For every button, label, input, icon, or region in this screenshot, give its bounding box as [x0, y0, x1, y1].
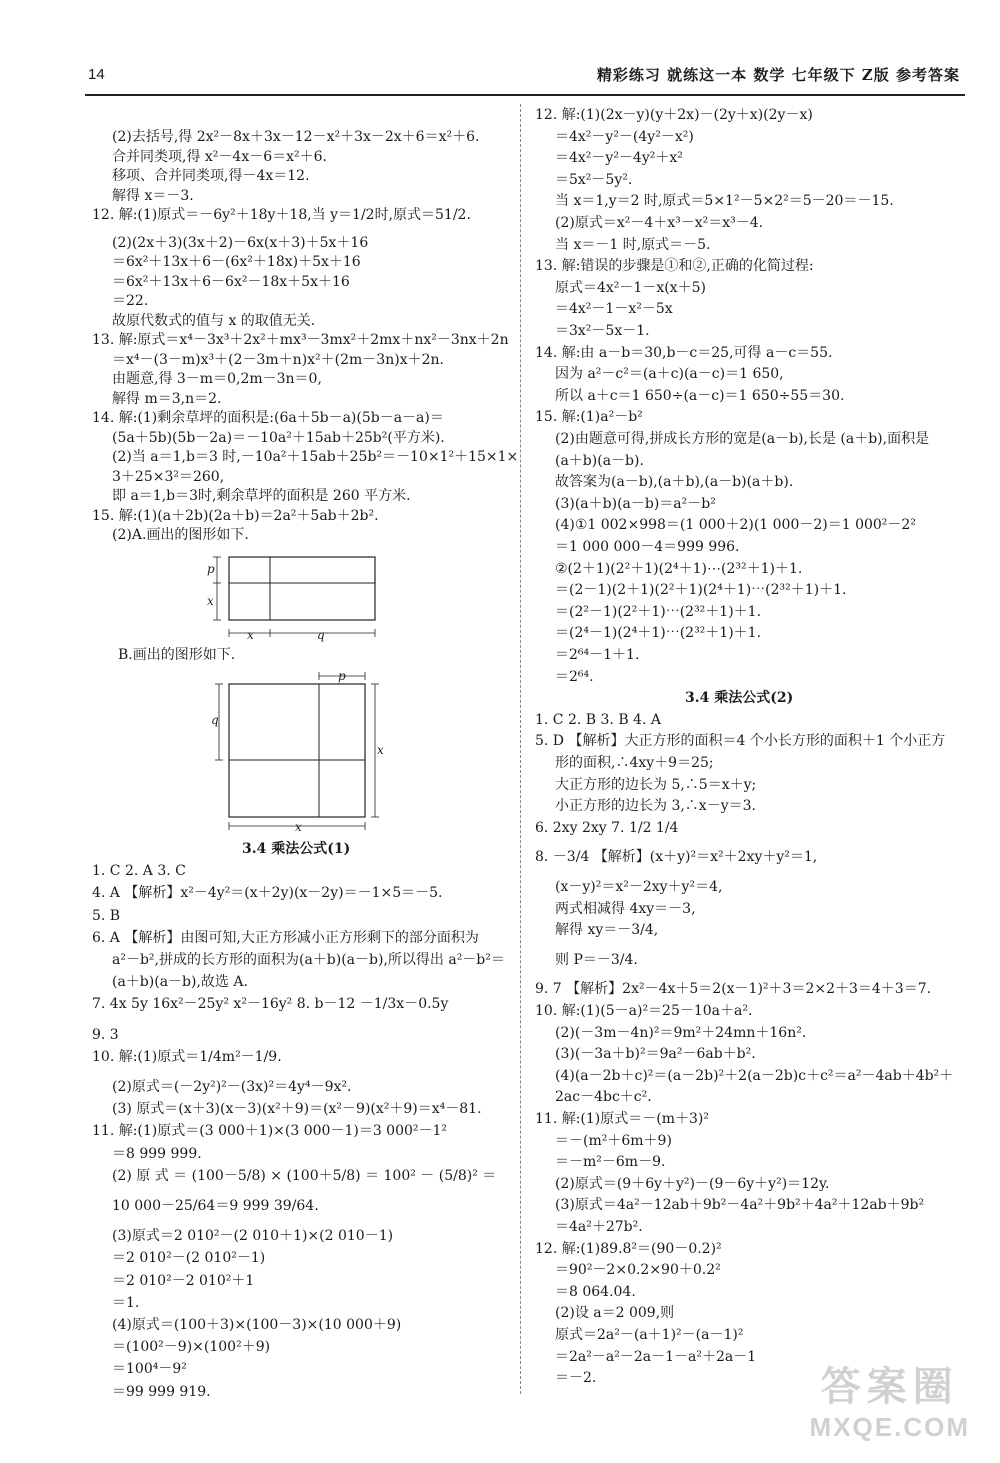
left-lines-line: ＝6x²＋13x＋6－6x²－18x＋5x＋16 — [112, 273, 350, 290]
right-lines-line: (2)由题意可得,拼成长方形的宽是(a－b),长是 (a＋b),面积是 — [555, 431, 930, 447]
left-lines-line: 解得 m＝3,n＝2. — [112, 390, 222, 407]
left-lines-c-line: (4)原式＝(100＋3)×(100－3)×(10 000＋9) — [112, 1317, 402, 1333]
left-lines-c-line: (3)原式＝2 010²－(2 010＋1)×(2 010－1) — [112, 1228, 394, 1245]
figB-q-label: q — [211, 713, 219, 727]
right-lines-line: ＝3x²－5x－1. — [555, 323, 650, 339]
right-lines-line: 则 P＝－3/4. — [555, 951, 638, 968]
right-lines-line: 6. 2xy 2xy 7. 1/2 1/4 — [535, 819, 679, 836]
left-lines-c-line: ＝100⁴－9² — [112, 1361, 187, 1378]
right-lines-line: 解得 xy＝－3/4, — [555, 922, 659, 939]
watermark — [810, 1355, 970, 1443]
left-lines-line: 12. 解:(1)原式＝－6y²＋18y＋18,当 y＝1/2时,原式＝51/2. — [92, 207, 471, 223]
right-lines-line: 大正方形的边长为 5,∴5＝x＋y; — [555, 776, 757, 793]
left-lines-line: 由题意,得 3－m＝0,2m－3n＝0, — [112, 371, 322, 387]
figure-a — [205, 555, 385, 645]
right-lines-line: ＝4x²－y²－(4y²－x²) — [555, 128, 694, 145]
left-lines-line: 移项、合并同类项,得－4x＝12. — [112, 168, 310, 184]
right-lines-line: 两式相减得 4xy＝－3, — [555, 900, 696, 917]
right-lines-line: ＝－2. — [555, 1370, 597, 1387]
left-lines-c-line: ＝1. — [112, 1294, 140, 1311]
figure-b — [205, 668, 390, 833]
right-lines-line: (2)原式＝(9＋6y＋y²)－(9－6y＋y²)＝12y. — [555, 1175, 830, 1192]
right-lines-line: 15. 解:(1)a²－b² — [535, 409, 643, 426]
left-lines-c-line: 9. 3 — [92, 1026, 119, 1043]
right-lines-line: ＝(2²－1)(2²＋1)⋯(2³²＋1)＋1. — [555, 603, 762, 620]
right-lines-line: ＝5x²－5y². — [555, 171, 633, 188]
right-lines-line: 因为 a²－c²＝(a＋c)(a－c)＝1 650, — [555, 366, 784, 383]
figA-x-label: x — [207, 594, 214, 608]
right-lines-line: ＝90²－2×0.2×90＋0.2² — [555, 1262, 721, 1279]
figB-x-label: x — [377, 743, 384, 757]
page-number: 14 — [88, 66, 105, 83]
left-lines-c-line: 7. 4x 5y 16x²－25y² x²－16y² 8. b－12 －1/3x－0.5y — [92, 996, 449, 1013]
right-lines-line: ＝1 000 000－4＝999 996. — [555, 539, 740, 555]
right-lines-line: ＝2⁶⁴. — [555, 668, 594, 685]
right-lines-line: 5. D 【解析】大正方形的面积＝4 个小长方形的面积＋1 个小正方 — [535, 733, 946, 750]
right-lines-line: ＝2a²－a²－2a－1－a²＋2a－1 — [555, 1348, 757, 1365]
right-lines-line: ＝8 064.04. — [555, 1283, 636, 1300]
left-lines-line: ＝6x²＋13x＋6－(6x²＋18x)＋5x＋16 — [112, 254, 361, 270]
left-lines-c-line: ＝(100²－9)×(100²＋9) — [112, 1339, 271, 1356]
right-lines-line: ＝－(m²＋6m＋9) — [555, 1132, 672, 1149]
left-lines-c-line: (2) 原 式 ＝ (100－5/8) × (100＋5/8) ＝ 100² － (5/8)² ＝ — [112, 1167, 497, 1184]
left-lines-c-line: 11. 解:(1)原式＝(3 000＋1)×(3 000－1)＝3 000²－1² — [92, 1123, 448, 1140]
left-lines-line: 解得 x＝－3. — [112, 187, 194, 204]
left-lines-line: 14. 解:(1)剩余草坪的面积是:(6a＋5b－a)(5b－a－a)＝ — [92, 410, 444, 426]
left-lines-line: 3＋25×3²＝260, — [112, 468, 225, 485]
figA-p-label: p — [207, 562, 215, 576]
left-lines-line: (2)当 a＝1,b＝3 时,－10a²＋15ab＋25b²＝－10×1²＋15×1× — [112, 449, 519, 465]
right-lines-line: (2)设 a＝2 009,则 — [555, 1305, 675, 1322]
right-lines-line: 11. 解:(1)原式＝－(m＋3)² — [535, 1111, 709, 1127]
right-lines-line: 9. 7 【解析】2x²－4x＋5＝2(x－1)²＋3＝2×2＋3＝4＋3＝7. — [535, 981, 932, 998]
left-lines-line: (2)A.画出的图形如下. — [112, 527, 249, 543]
right-lines-line: 13. 解:错误的步骤是①和②,正确的化简过程: — [535, 258, 814, 275]
right-lines-line: 12. 解:(1)89.8²＝(90－0.2)² — [535, 1240, 722, 1257]
right-lines-line: 原式＝4x²－1－x(x＋5) — [555, 279, 706, 296]
left-lines-line: 故原代数式的值与 x 的取值无关. — [112, 312, 316, 329]
figB-xb-label: x — [295, 820, 302, 833]
right-lines-line: 10. 解:(1)(5－a)²＝25－10a＋a². — [535, 1003, 753, 1019]
left-lines-line: 合并同类项,得 x²－4x－6＝x²＋6. — [112, 148, 327, 165]
left-lines-c-line: a²－b²,拼成的长方形的面积为(a＋b)(a－b),所以得出 a²－b²＝ — [112, 952, 505, 968]
right-lines-line: 所以 a＋c＝1 650÷(a－c)＝1 650÷55＝30. — [555, 387, 845, 404]
left-lines-c-line: (a＋b)(a－b),故选 A. — [112, 974, 248, 991]
right-lines-line: (4)(a－2b＋c)²＝(a－2b)²＋2(a－2b)c＋c²＝a²－4ab＋4b²＋ — [555, 1067, 954, 1084]
watermark-line1: 答案圈 — [820, 1365, 959, 1409]
right-lines-line: (x－y)²＝x²－2xy＋y²＝4, — [555, 879, 723, 895]
left-lines-c-line: ＝2 010²－(2 010²－1) — [112, 1250, 266, 1267]
right-lines-line: 14. 解:由 a－b＝30,b－c＝25,可得 a－c＝55. — [535, 344, 833, 361]
left-lines-line: (2)去括号,得 2x²－8x＋3x－12－x²＋3x－2x＋6＝x²＋6. — [112, 129, 480, 145]
left-lines-line: ＝22. — [112, 293, 149, 309]
left-lines-c-line: 5. B — [92, 907, 121, 924]
left-lines-line: 13. 解:原式＝x⁴－3x³＋2x²＋mx³－3mx²＋2mx＋nx²－3nx＋2n — [92, 332, 509, 348]
right-lines-line: ＝(2－1)(2＋1)(2²＋1)(2⁴＋1)⋯(2³²＋1)＋1. — [555, 582, 847, 599]
right-lines-line: 原式＝2a²－(a＋1)²－(a－1)² — [555, 1327, 744, 1343]
left-lines-b-line: B.画出的图形如下. — [118, 647, 236, 663]
left-lines-c-line: 6. A 【解析】由图可知,大正方形减小正方形剩下的部分面积为 — [92, 929, 479, 946]
left-lines-line: (5a＋5b)(5b－2a)＝－10a²＋15ab＋25b²(平方米). — [112, 429, 445, 446]
left-lines-c-line: 10 000－25/64＝9 999 39/64. — [112, 1198, 319, 1214]
right-lines-line: (4)①1 002×998＝(1 000＋2)(1 000－2)＝1 000²－2² — [555, 517, 916, 534]
figB-p-label: p — [338, 669, 346, 683]
right-lines-line: 2ac－4bc＋c². — [555, 1089, 652, 1106]
right-lines-line: (3)(－3a＋b)²＝9a²－6ab＋b². — [555, 1046, 756, 1063]
header-title: 精彩练习 就练这一本 数学 七年级下 Z版 参考答案 — [596, 66, 960, 84]
right-lines-line: 当 x＝1,y＝2 时,原式＝5×1²－5×2²＝5－20＝－15. — [555, 193, 894, 210]
left-lines-c-line: (3) 原式＝(x＋3)(x－3)(x²＋9)＝(x²－9)(x²＋9)＝x⁴－81. — [112, 1101, 482, 1118]
left-lines-c-line: 1. C 2. A 3. C — [92, 863, 186, 880]
column-divider — [520, 104, 521, 1394]
right-lines-line: (3)(a＋b)(a－b)＝a²－b² — [555, 495, 716, 512]
figA-xb-label: x — [247, 628, 254, 642]
left-lines-c-line: (2)原式＝(－2y²)²－(3x)²＝4y⁴－9x². — [112, 1079, 352, 1095]
left-lines-line: 15. 解:(1)(a＋2b)(2a＋b)＝2a²＋5ab＋2b². — [92, 507, 379, 524]
right-lines-line: 12. 解:(1)(2x－y)(y＋2x)－(2y＋x)(2y－x) — [535, 107, 813, 123]
right-lines-line: ＝2⁶⁴－1＋1. — [555, 647, 640, 663]
right-lines-line: ＝4a²＋27b². — [555, 1219, 643, 1235]
right-lines-line: 形的面积,∴4xy＋9＝25; — [555, 755, 714, 771]
right-lines-line: 3.4 乘法公式(2) — [685, 690, 794, 707]
right-lines-line: ＝(2⁴－1)(2⁴＋1)⋯(2³²＋1)＋1. — [555, 625, 762, 642]
right-lines-line: (3)原式＝4a²－12ab＋9b²－4a²＋9b²＋4a²＋12ab＋9b² — [555, 1197, 925, 1214]
figA-q-label: q — [317, 628, 325, 642]
left-lines-line: 即 a＝1,b＝3时,剩余草坪的面积是 260 平方米. — [112, 488, 411, 504]
right-lines-line: (2)原式＝x²－4＋x³－x²＝x³－4. — [555, 215, 764, 231]
left-lines-c-line: 3.4 乘法公式(1) — [242, 841, 351, 857]
right-lines-line: ②(2＋1)(2²＋1)(2⁴＋1)⋯(2³²＋1)＋1. — [555, 560, 803, 577]
left-lines-c-line: 4. A 【解析】x²－4y²＝(x＋2y)(x－2y)＝－1×5＝－5. — [92, 885, 443, 902]
left-lines-c-line: 10. 解:(1)原式＝1/4m²－1/9. — [92, 1048, 282, 1065]
right-lines-line: 1. C 2. B 3. B 4. A — [535, 711, 661, 728]
left-lines-c-line: ＝2 010²－2 010²＋1 — [112, 1272, 255, 1289]
right-lines-line: 故答案为(a－b),(a＋b),(a－b)(a＋b). — [555, 474, 794, 491]
left-lines-c-line: ＝8 999 999. — [112, 1145, 202, 1162]
watermark-line2: MXQE.COM — [809, 1412, 970, 1442]
right-lines-line: 8. －3/4 【解析】(x＋y)²＝x²＋2xy＋y²＝1, — [535, 849, 818, 866]
header-rule — [85, 94, 965, 96]
right-lines-line: ＝4x²－1－x²－5x — [555, 301, 673, 318]
right-lines-line: ＝－m²－6m－9. — [555, 1154, 666, 1171]
right-lines-line: 当 x＝－1 时,原式＝－5. — [555, 236, 711, 253]
right-lines-line: (2)(－3m－4n)²＝9m²＋24mn＋16n². — [555, 1024, 807, 1041]
right-lines-line: (a＋b)(a－b). — [555, 452, 644, 469]
left-lines-c-line: ＝99 999 919. — [112, 1383, 211, 1400]
left-lines-line: (2)(2x＋3)(3x＋2)－6x(x＋3)＋5x＋16 — [112, 234, 369, 251]
right-lines-line: 小正方形的边长为 3,∴x－y＝3. — [555, 798, 756, 815]
right-lines-line: ＝4x²－y²－4y²＋x² — [555, 150, 683, 167]
left-lines-line: ＝x⁴－(3－m)x³＋(2－3m＋n)x²＋(2m－3n)x＋2n. — [112, 351, 444, 368]
